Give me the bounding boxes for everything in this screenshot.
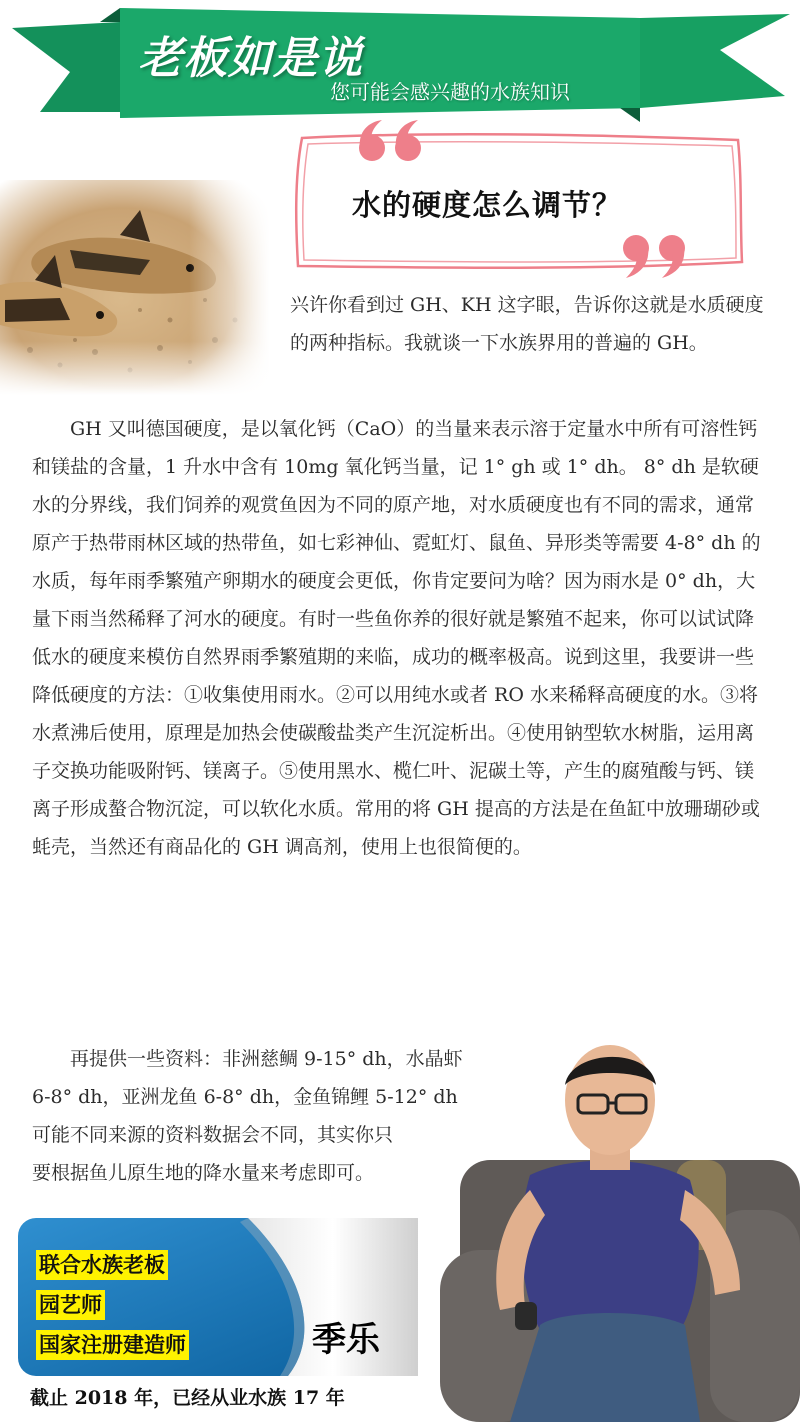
extra-line-2: 6-8° dh，亚洲龙鱼 6-8° dh，金鱼锦鲤 5-12° dh <box>32 1086 458 1108</box>
owner-photo <box>420 1040 800 1422</box>
banner-right-tail <box>640 14 790 108</box>
article-main <box>32 410 772 866</box>
extra-line-3: 可能不同来源的资料数据会不同，其实你只 <box>32 1124 394 1146</box>
question-heading: 水的硬度怎么调节？ <box>352 188 623 222</box>
footer-note: 截止 2018 年，已经从业水族 17 年 <box>30 1387 345 1409</box>
open-quote-icon <box>359 120 421 161</box>
fish-photo <box>0 180 270 395</box>
photo-fade-bottom <box>0 180 270 395</box>
profile-title-2: 园艺师 <box>36 1290 105 1320</box>
owner-name: 季乐 <box>312 1320 380 1360</box>
close-quote-icon <box>623 235 685 278</box>
profile-title-1: 联合水族老板 <box>36 1250 168 1280</box>
extra-line-1: 再提供一些资料：非洲慈鲷 9-15° dh，水晶虾 <box>70 1048 463 1070</box>
profile-title-3: 国家注册建造师 <box>36 1330 189 1360</box>
banner-left-tail <box>12 22 120 112</box>
extra-line-4: 要根据鱼儿原生地的降水量来考虑即可。 <box>32 1162 375 1184</box>
header-title: 老板如是说 <box>138 33 363 84</box>
article-intro <box>290 286 765 362</box>
main-paragraph: GH 又叫德国硬度，是以氧化钙（CaO）的当量来表示溶于定量水中所有可溶性钙和镁盐的含量，1 升水中含有 10mg 氧化钙当量，记 1° gh 或 1° dh。 8° dh 是软硬水的分界线，我们饲养的观赏鱼因为不同的原产地，对水质硬度也有不同的需求，通常原产于热带雨林区域的热带鱼，如七彩神仙、霓虹灯、鼠鱼、异形类等需要 4-8° dh 的水质，每年雨季繁殖产卵期水的硬度会更低，你肯定要问为啥？因为雨水是 0° dh，大量下雨当然稀释了河水的硬度。有时一些鱼你养的很好就是繁殖不起来，你可以试试降低水的硬度来模仿自然界雨季繁殖期的来临，成功的概率极高。说到这里，我要讲一些降低硬度的方法：①收集使用雨水。②可以用纯水或者 RO 水来稀释高硬度的水。③将水煮沸后使用，原理是加热会使碳酸盐类产生沉淀析出。④使用钠型软水树脂，运用离子交换功能吸附钙、镁离子。⑤使用黑水、榄仁叶、泥碳土等，产生的腐殖酸与钙、镁离子形成螯合物沉淀，可以软化水质。常用的将 GH 提高的方法是在鱼缸中放珊瑚砂或蚝壳，当然还有商品化的 GH 调高剂，使用上也很简便的。 <box>32 418 761 858</box>
intro-paragraph: 兴许你看到过 GH、KH 这字眼，告诉你这就是水质硬度的两种指标。我就谈一下水族界用的普遍的 GH。 <box>290 294 764 354</box>
header-subtitle: 您可能会感兴趣的水族知识 <box>330 80 570 104</box>
banner-fold-left <box>100 8 120 22</box>
header-banner <box>0 0 800 140</box>
